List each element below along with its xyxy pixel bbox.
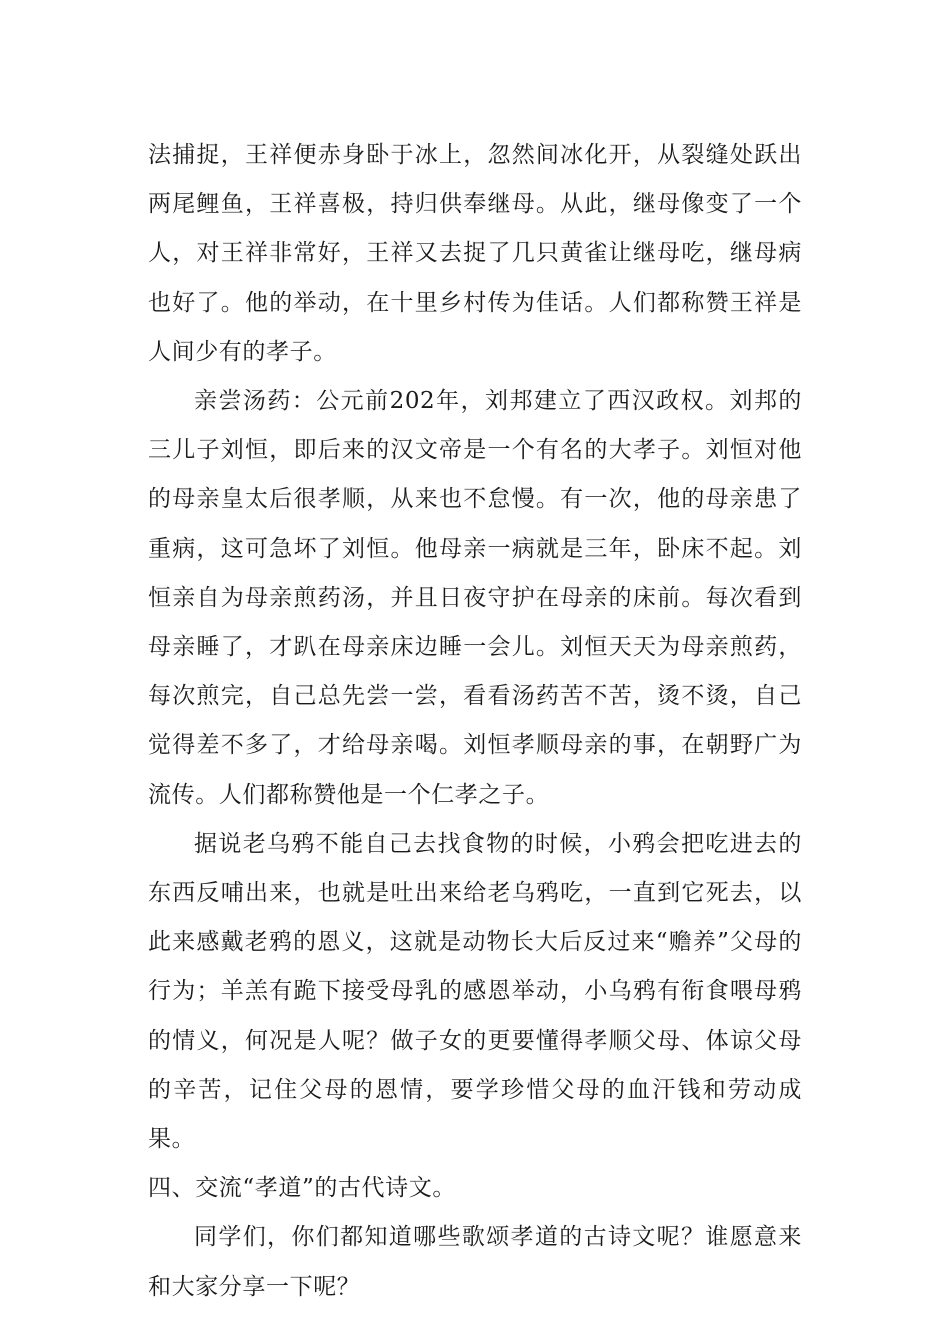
document-body <box>148 131 802 1312</box>
paragraph-qin-chang-tang-yao: 亲尝汤药：公元前202年，刘邦建立了西汉政权。刘邦的三儿子刘恒，即后来的汉文帝是一个有名的大孝子。刘恒对他的母亲皇太后很孝顺，从来也不怠慢。有一次，他的母亲患了重病，这可急坏了刘恒。他母亲一病就是三年，卧床不起。刘恒亲自为母亲煎药汤，并且日夜守护在母亲的床前。每次看到母亲睡了，才趴在母亲床边睡一会儿。刘恒天天为母亲煎药，每次煎完，自己总先尝一尝，看看汤药苦不苦，烫不烫，自己觉得差不多了，才给母亲喝。刘恒孝顺母亲的事，在朝野广为流传。人们都称赞他是一个仁孝之子。 <box>148 388 802 808</box>
paragraph-crow-feeding: 据说老乌鸦不能自己去找食物的时候，小鸦会把吃进去的东西反哺出来，也就是吐出来给老乌鸦吃，一直到它死去，以此来感戴老鸦的恩义，这就是动物长大后反过来“赡养”父母的行为；羊羔有跪下接受母乳的感恩举动，小乌鸦有衔食喂母鸦的情义，何况是人呢？做子女的更要懂得孝顺父母、体谅父母的辛苦，记住父母的恩情，要学珍惜父母的血汗钱和劳动成果。 <box>148 830 802 1153</box>
paragraph-invitation: 同学们，你们都知道哪些歌颂孝道的古诗文呢？谁愿意来和大家分享一下呢？ <box>148 1224 802 1300</box>
paragraph-wang-xiang-continued: 法捕捉，王祥便赤身卧于冰上，忽然间冰化开，从裂缝处跃出两尾鲤鱼，王祥喜极，持归供奉继母。从此，继母像变了一个人，对王祥非常好，王祥又去捉了几只黄雀让继母吃，继母病也好了。他的举动，在十里乡村传为佳话。人们都称赞王祥是人间少有的孝子。 <box>148 142 802 365</box>
section-heading: 四、交流“孝道”的古代诗文。 <box>148 1175 456 1202</box>
